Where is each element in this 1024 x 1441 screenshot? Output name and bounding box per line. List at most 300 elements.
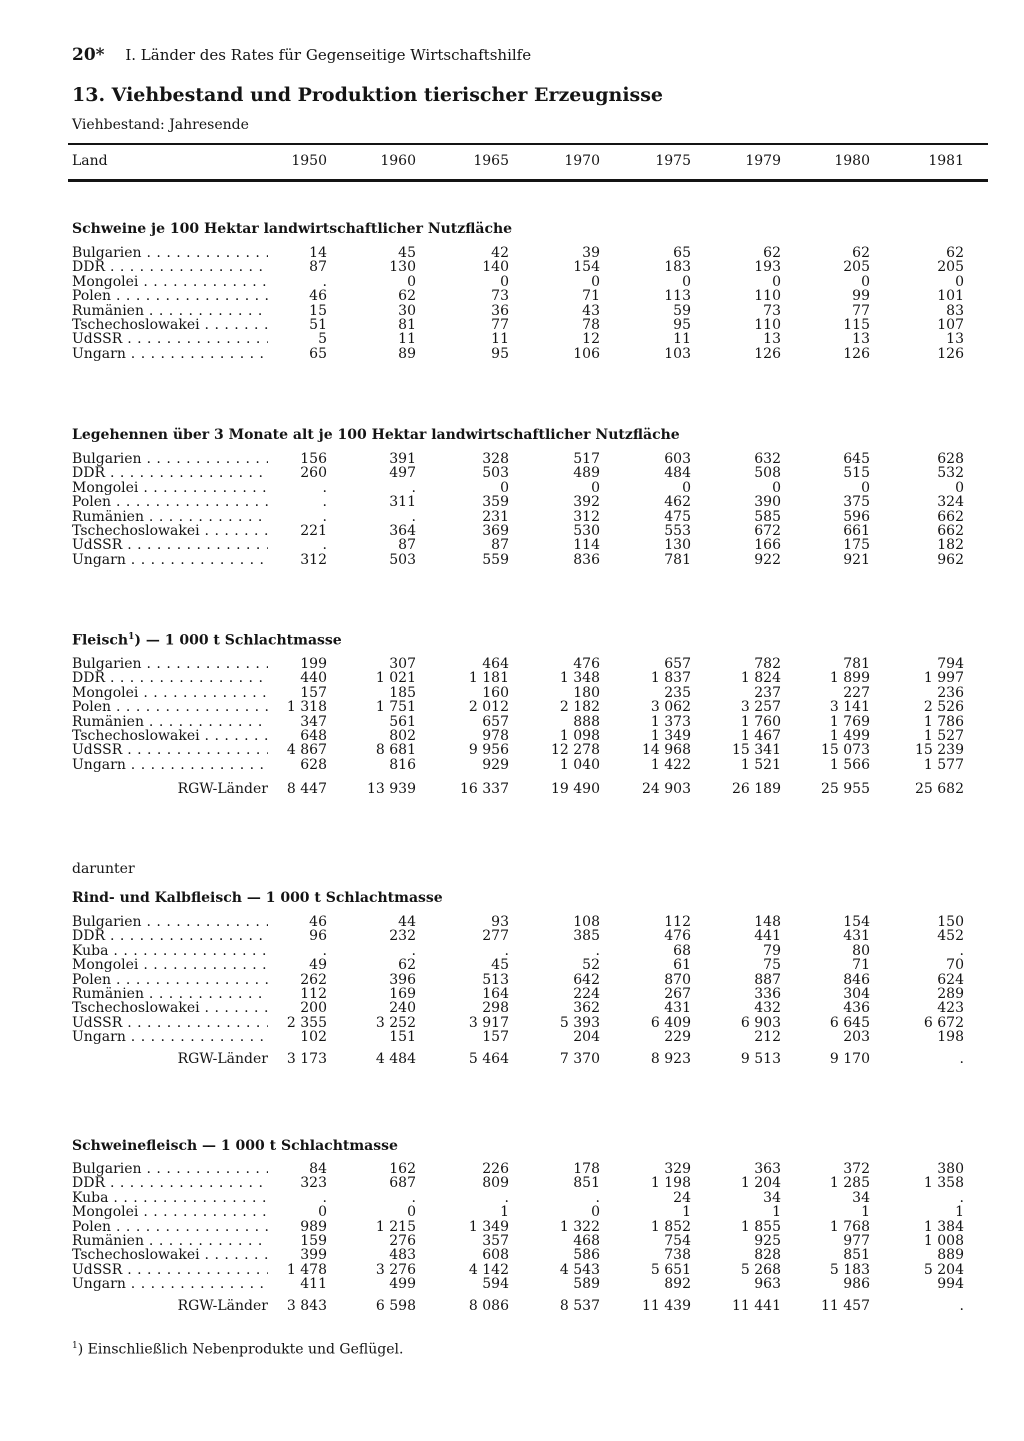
value-cell-1981: 150 [937, 914, 964, 930]
value-cell-1975: 476 [664, 928, 691, 945]
value-cell-1960: 11 [398, 331, 416, 348]
country-label: Ungarn . . . [72, 347, 268, 362]
value-cell-1979: 585 [754, 508, 781, 525]
value-cell-1960: 30 [398, 302, 416, 319]
value-cell-1981: 452 [937, 928, 964, 945]
value-cell-1970: 2 182 [559, 699, 600, 716]
value-cell-1965: 0 [500, 273, 509, 290]
value-cell-1980: 203 [843, 1029, 870, 1046]
value-cell-1980: 0 [861, 479, 870, 496]
table-row [0, 538, 1024, 553]
value-cell-1975: 603 [664, 451, 691, 467]
value-cell-1970: 154 [573, 259, 600, 276]
value-cell-1981: 662 [937, 523, 964, 539]
value-cell-1979: 0 [772, 479, 781, 496]
value-cell-1981: 1 008 [923, 1233, 964, 1249]
value-cell-1970: 489 [573, 465, 600, 482]
page-number: 20* [72, 45, 105, 65]
value-cell-1970: 5 393 [559, 1014, 600, 1031]
value-cell-1979: 237 [754, 684, 781, 701]
value-cell-1975: 754 [664, 1233, 691, 1249]
value-cell-1950: 262 [300, 971, 327, 988]
value-cell-1981: 2 526 [923, 699, 964, 716]
value-cell-1980: 372 [843, 1161, 870, 1177]
table-row [0, 1191, 1024, 1206]
table-row [0, 657, 1024, 672]
value-cell-1965: 929 [482, 756, 509, 773]
value-cell-1975: 0 [682, 479, 691, 496]
value-cell-1980: 375 [843, 494, 870, 511]
value-cell-1981: 70 [946, 957, 964, 974]
section-heading-text: Schweine je 100 Hektar landwirtschaftlicher Nutzfläche [72, 221, 513, 237]
value-cell-1965: 77 [491, 317, 509, 333]
value-cell-1950: 112 [300, 986, 327, 1002]
country-label: UdSSR . . . [72, 1016, 268, 1031]
value-cell-1979: 672 [754, 523, 781, 539]
value-cell-1965: 73 [491, 288, 509, 305]
value-cell-1975: 1 852 [650, 1218, 691, 1235]
value-cell-1975: 431 [664, 1000, 691, 1017]
table-row [0, 686, 1024, 701]
value-cell-1979: 6 903 [740, 1014, 781, 1031]
value-cell-1965: 226 [482, 1161, 509, 1177]
value-cell-1981: 0 [955, 273, 964, 290]
value-cell-1950: 15 [309, 302, 327, 319]
section-footnote-mark: 1 [128, 632, 135, 642]
value-cell-1981: 13 [946, 331, 964, 348]
value-cell-1981: 794 [937, 656, 964, 672]
value-cell-1981: 380 [937, 1161, 964, 1177]
value-cell-1980: 15 073 [821, 742, 870, 759]
value-cell-1950: 4 867 [286, 742, 327, 759]
value-cell-1950: . [322, 537, 327, 554]
section-heading-text: Schweinefleisch — 1 000 t Schlachtmasse [72, 1138, 398, 1154]
value-cell-1975: 1 373 [650, 713, 691, 730]
value-cell-1960: . [411, 508, 416, 525]
value-cell-1950: 51 [309, 317, 327, 333]
value-cell-1980: 126 [843, 345, 870, 362]
value-cell-1975: 183 [664, 259, 691, 276]
value-cell-1970: 12 278 [551, 742, 600, 759]
value-cell-1979: 1 521 [740, 756, 781, 773]
value-cell-1950: 156 [300, 451, 327, 467]
value-cell-1960: 151 [389, 1029, 416, 1046]
total-cell-1970: 19 490 [551, 781, 600, 797]
value-cell-1960: 87 [398, 537, 416, 554]
value-cell-1950: 347 [300, 713, 327, 730]
value-cell-1979: 925 [754, 1233, 781, 1249]
value-cell-1981: 126 [937, 345, 964, 362]
value-cell-1965: 328 [482, 451, 509, 467]
table-row [0, 332, 1024, 347]
value-cell-1981: 198 [937, 1029, 964, 1046]
total-label: RGW-Länder [177, 1298, 268, 1314]
value-cell-1981: 1 997 [923, 670, 964, 687]
value-cell-1980: 515 [843, 465, 870, 482]
value-cell-1960: 311 [389, 494, 416, 511]
value-cell-1970: 586 [573, 1247, 600, 1264]
value-cell-1965: 1 [500, 1204, 509, 1221]
country-label: Ungarn . . . [72, 553, 268, 568]
table-row [0, 715, 1024, 730]
header-year-1965: 1965 [473, 153, 509, 169]
table-row [0, 347, 1024, 362]
table-row [0, 1220, 1024, 1235]
value-cell-1975: 235 [664, 684, 691, 701]
value-cell-1981: 107 [937, 317, 964, 333]
footnote [72, 1341, 403, 1358]
value-cell-1979: 782 [754, 656, 781, 672]
country-label: Bulgarien . . . [72, 1162, 268, 1177]
country-label: Kuba . . . [72, 1191, 268, 1206]
value-cell-1970: 312 [573, 508, 600, 525]
value-cell-1980: 781 [843, 656, 870, 672]
country-label: Tschechoslowakei . . . [72, 1001, 268, 1016]
value-cell-1950: 46 [309, 288, 327, 305]
table-row [0, 1248, 1024, 1263]
value-cell-1975: 1 422 [650, 756, 691, 773]
header-bottom-rule [68, 179, 988, 182]
value-cell-1975: 95 [673, 317, 691, 333]
value-cell-1960: 483 [389, 1247, 416, 1264]
value-cell-1980: 921 [843, 551, 870, 568]
value-cell-1979: 166 [754, 537, 781, 554]
table-row [0, 1016, 1024, 1031]
value-cell-1980: 62 [852, 245, 870, 261]
value-cell-1979: 336 [754, 986, 781, 1002]
value-cell-1950: 1 478 [286, 1261, 327, 1278]
value-cell-1965: 3 917 [468, 1014, 509, 1031]
value-cell-1960: 276 [389, 1233, 416, 1249]
value-cell-1970: 224 [573, 986, 600, 1002]
table-row [0, 958, 1024, 973]
country-label: Rumänien . . . [72, 715, 268, 730]
value-cell-1960: 687 [389, 1175, 416, 1192]
total-cell-1981: . [959, 1051, 964, 1067]
total-label: RGW-Länder [177, 1051, 268, 1067]
table-row [0, 260, 1024, 275]
value-cell-1970: 1 322 [559, 1218, 600, 1235]
value-cell-1980: 227 [843, 684, 870, 701]
value-cell-1980: 1 285 [829, 1175, 870, 1192]
value-cell-1965: 1 349 [468, 1218, 509, 1235]
value-cell-1980: 977 [843, 1233, 870, 1249]
value-cell-1965: 45 [491, 957, 509, 974]
running-head [72, 45, 531, 65]
value-cell-1981: 205 [937, 259, 964, 276]
value-cell-1950: 14 [309, 245, 327, 261]
value-cell-1979: 15 341 [732, 742, 781, 759]
value-cell-1981: 182 [937, 537, 964, 554]
value-cell-1960: 499 [389, 1276, 416, 1293]
value-cell-1980: 1 499 [829, 728, 870, 744]
value-cell-1980: 1 769 [829, 713, 870, 730]
country-label: Ungarn . . . [72, 758, 268, 773]
value-cell-1950: . [322, 494, 327, 511]
country-label: Bulgarien . . . [72, 452, 268, 467]
total-cell-1980: 25 955 [821, 781, 870, 797]
value-cell-1970: 52 [582, 957, 600, 974]
table-row [0, 481, 1024, 496]
total-cell-1975: 11 439 [642, 1298, 691, 1314]
value-cell-1965: 11 [491, 331, 509, 348]
value-cell-1975: 130 [664, 537, 691, 554]
table-row [0, 553, 1024, 568]
table-row [0, 246, 1024, 261]
value-cell-1960: 307 [389, 656, 416, 672]
value-cell-1950: 46 [309, 914, 327, 930]
value-cell-1950: 312 [300, 551, 327, 568]
country-label: DDR . . . [72, 260, 268, 275]
value-cell-1960: 3 276 [375, 1261, 416, 1278]
value-cell-1970: 476 [573, 656, 600, 672]
total-cell-1970: 7 370 [559, 1051, 600, 1067]
value-cell-1979: 62 [763, 245, 781, 261]
value-cell-1970: 1 040 [559, 756, 600, 773]
value-cell-1950: 5 [318, 331, 327, 348]
value-cell-1960: 169 [389, 986, 416, 1002]
table-row [0, 973, 1024, 988]
value-cell-1979: 34 [763, 1189, 781, 1206]
value-cell-1980: 205 [843, 259, 870, 276]
value-cell-1981: 889 [937, 1247, 964, 1264]
value-cell-1960: 1 021 [375, 670, 416, 687]
value-cell-1970: 642 [573, 971, 600, 988]
country-label: Rumänien . . . [72, 987, 268, 1002]
total-cell-1965: 8 086 [468, 1298, 509, 1314]
value-cell-1960: 364 [389, 523, 416, 539]
value-cell-1965: 359 [482, 494, 509, 511]
value-cell-1965: 93 [491, 914, 509, 930]
value-cell-1980: 80 [852, 942, 870, 959]
table-row [0, 1277, 1024, 1292]
table-row [0, 1001, 1024, 1016]
value-cell-1975: 14 968 [642, 742, 691, 759]
table-row [0, 524, 1024, 539]
section-heading [72, 427, 680, 443]
table-row [0, 987, 1024, 1002]
table-row [0, 275, 1024, 290]
value-cell-1980: 851 [843, 1247, 870, 1264]
value-cell-1981: 532 [937, 465, 964, 482]
value-cell-1981: 962 [937, 551, 964, 568]
country-label: Mongolei . . . [72, 481, 268, 496]
value-cell-1979: 632 [754, 451, 781, 467]
value-cell-1965: 594 [482, 1276, 509, 1293]
value-cell-1979: 922 [754, 551, 781, 568]
section-heading [72, 890, 443, 906]
value-cell-1975: 329 [664, 1161, 691, 1177]
value-cell-1979: 110 [754, 317, 781, 333]
value-cell-1975: 553 [664, 523, 691, 539]
value-cell-1960: 240 [389, 1000, 416, 1017]
total-cell-1965: 16 337 [460, 781, 509, 797]
value-cell-1950: 323 [300, 1175, 327, 1192]
value-cell-1980: 3 141 [829, 699, 870, 716]
value-cell-1965: 809 [482, 1175, 509, 1192]
table-row [0, 671, 1024, 686]
table-row [0, 318, 1024, 333]
table-row [0, 1263, 1024, 1278]
value-cell-1965: 608 [482, 1247, 509, 1264]
value-cell-1975: 3 062 [650, 699, 691, 716]
section-heading-text: Rind- und Kalbfleisch — 1 000 t Schlachtmasse [72, 890, 443, 906]
value-cell-1970: 0 [591, 1204, 600, 1221]
value-cell-1979: 1 760 [740, 713, 781, 730]
total-row [0, 1052, 1024, 1067]
value-cell-1980: 304 [843, 986, 870, 1002]
table-row [0, 915, 1024, 930]
value-cell-1980: 5 183 [829, 1261, 870, 1278]
value-cell-1960: 44 [398, 914, 416, 930]
value-cell-1950: 260 [300, 465, 327, 482]
value-cell-1960: 89 [398, 345, 416, 362]
value-cell-1980: 1 [861, 1204, 870, 1221]
value-cell-1980: 34 [852, 1189, 870, 1206]
value-cell-1980: 99 [852, 288, 870, 305]
value-cell-1981: 628 [937, 451, 964, 467]
value-cell-1975: 462 [664, 494, 691, 511]
value-cell-1980: 431 [843, 928, 870, 945]
value-cell-1970: . [595, 1189, 600, 1206]
value-cell-1979: 79 [763, 942, 781, 959]
value-cell-1960: 503 [389, 551, 416, 568]
value-cell-1979: 75 [763, 957, 781, 974]
value-cell-1970: 78 [582, 317, 600, 333]
value-cell-1970: 888 [573, 713, 600, 730]
table-row [0, 495, 1024, 510]
value-cell-1970: 530 [573, 523, 600, 539]
value-cell-1965: 9 956 [468, 742, 509, 759]
value-cell-1981: 662 [937, 508, 964, 525]
value-cell-1980: 661 [843, 523, 870, 539]
country-label: Tschechoslowakei . . . [72, 1248, 268, 1263]
country-label: UdSSR . . . [72, 1263, 268, 1278]
country-label: Bulgarien . . . [72, 657, 268, 672]
value-cell-1965: 164 [482, 986, 509, 1002]
value-cell-1960: . [411, 1189, 416, 1206]
value-cell-1979: 5 268 [740, 1261, 781, 1278]
country-label: DDR . . . [72, 671, 268, 686]
value-cell-1980: 13 [852, 331, 870, 348]
value-cell-1965: 157 [482, 1029, 509, 1046]
value-cell-1981: 1 358 [923, 1175, 964, 1192]
value-cell-1960: . [411, 942, 416, 959]
value-cell-1965: 42 [491, 245, 509, 261]
value-cell-1979: 1 204 [740, 1175, 781, 1192]
value-cell-1960: 45 [398, 245, 416, 261]
total-cell-1970: 8 537 [559, 1298, 600, 1314]
value-cell-1980: 154 [843, 914, 870, 930]
total-cell-1981: . [959, 1298, 964, 1314]
value-cell-1950: 84 [309, 1161, 327, 1177]
value-cell-1980: 6 645 [829, 1014, 870, 1031]
value-cell-1965: 160 [482, 684, 509, 701]
value-cell-1979: 828 [754, 1247, 781, 1264]
country-label: UdSSR . . . [72, 332, 268, 347]
country-label: Ungarn . . . [72, 1030, 268, 1045]
value-cell-1965: 2 012 [468, 699, 509, 716]
value-cell-1950: 65 [309, 345, 327, 362]
table-row [0, 700, 1024, 715]
value-cell-1960: 130 [389, 259, 416, 276]
footnote-text: ) Einschließlich Nebenprodukte und Geflügel. [77, 1341, 404, 1358]
value-cell-1970: 106 [573, 345, 600, 362]
country-label: Polen . . . [72, 289, 268, 304]
value-cell-1960: 0 [407, 273, 416, 290]
value-cell-1981: 101 [937, 288, 964, 305]
value-cell-1950: 199 [300, 656, 327, 672]
section-heading [72, 632, 342, 649]
value-cell-1960: 185 [389, 684, 416, 701]
value-cell-1960: 561 [389, 713, 416, 730]
total-label: RGW-Länder [177, 781, 268, 797]
value-cell-1979: 193 [754, 259, 781, 276]
value-cell-1970: 385 [573, 928, 600, 945]
value-cell-1979: 73 [763, 302, 781, 319]
table-row [0, 1205, 1024, 1220]
value-cell-1979: 963 [754, 1276, 781, 1293]
table-row [0, 452, 1024, 467]
value-cell-1979: 432 [754, 1000, 781, 1017]
value-cell-1950: 49 [309, 957, 327, 974]
table-row [0, 289, 1024, 304]
value-cell-1975: 870 [664, 971, 691, 988]
value-cell-1981: 324 [937, 494, 964, 511]
value-cell-1975: 738 [664, 1247, 691, 1264]
value-cell-1965: 503 [482, 465, 509, 482]
value-cell-1981: 15 239 [915, 742, 964, 759]
value-cell-1981: 1 527 [923, 728, 964, 744]
value-cell-1979: 13 [763, 331, 781, 348]
value-cell-1975: 1 [682, 1204, 691, 1221]
country-label: DDR . . . [72, 466, 268, 481]
value-cell-1970: 851 [573, 1175, 600, 1192]
value-cell-1975: 475 [664, 508, 691, 525]
value-cell-1981: 83 [946, 302, 964, 319]
country-label: Rumänien . . . [72, 1234, 268, 1249]
value-cell-1950: 159 [300, 1233, 327, 1249]
value-cell-1975: 892 [664, 1276, 691, 1293]
header-year-1979: 1979 [745, 153, 781, 169]
total-cell-1979: 9 513 [740, 1051, 781, 1067]
value-cell-1975: 61 [673, 957, 691, 974]
value-cell-1981: 6 672 [923, 1014, 964, 1031]
value-cell-1960: 396 [389, 971, 416, 988]
table-row [0, 510, 1024, 525]
value-cell-1950: 102 [300, 1029, 327, 1046]
value-cell-1980: 71 [852, 957, 870, 974]
value-cell-1950: 200 [300, 1000, 327, 1017]
section-pre-heading: darunter [72, 861, 135, 877]
country-label: Rumänien . . . [72, 510, 268, 525]
value-cell-1970: 12 [582, 331, 600, 348]
value-cell-1980: 115 [843, 317, 870, 333]
value-cell-1981: 994 [937, 1276, 964, 1293]
value-cell-1950: 399 [300, 1247, 327, 1264]
value-cell-1979: 390 [754, 494, 781, 511]
value-cell-1970: 108 [573, 914, 600, 930]
value-cell-1979: 1 855 [740, 1218, 781, 1235]
total-cell-1980: 11 457 [821, 1298, 870, 1314]
country-label: Bulgarien . . . [72, 915, 268, 930]
value-cell-1960: 8 681 [375, 742, 416, 759]
value-cell-1979: 0 [772, 273, 781, 290]
value-cell-1975: 267 [664, 986, 691, 1002]
country-label: DDR . . . [72, 1176, 268, 1191]
table-row [0, 304, 1024, 319]
value-cell-1950: . [322, 1189, 327, 1206]
